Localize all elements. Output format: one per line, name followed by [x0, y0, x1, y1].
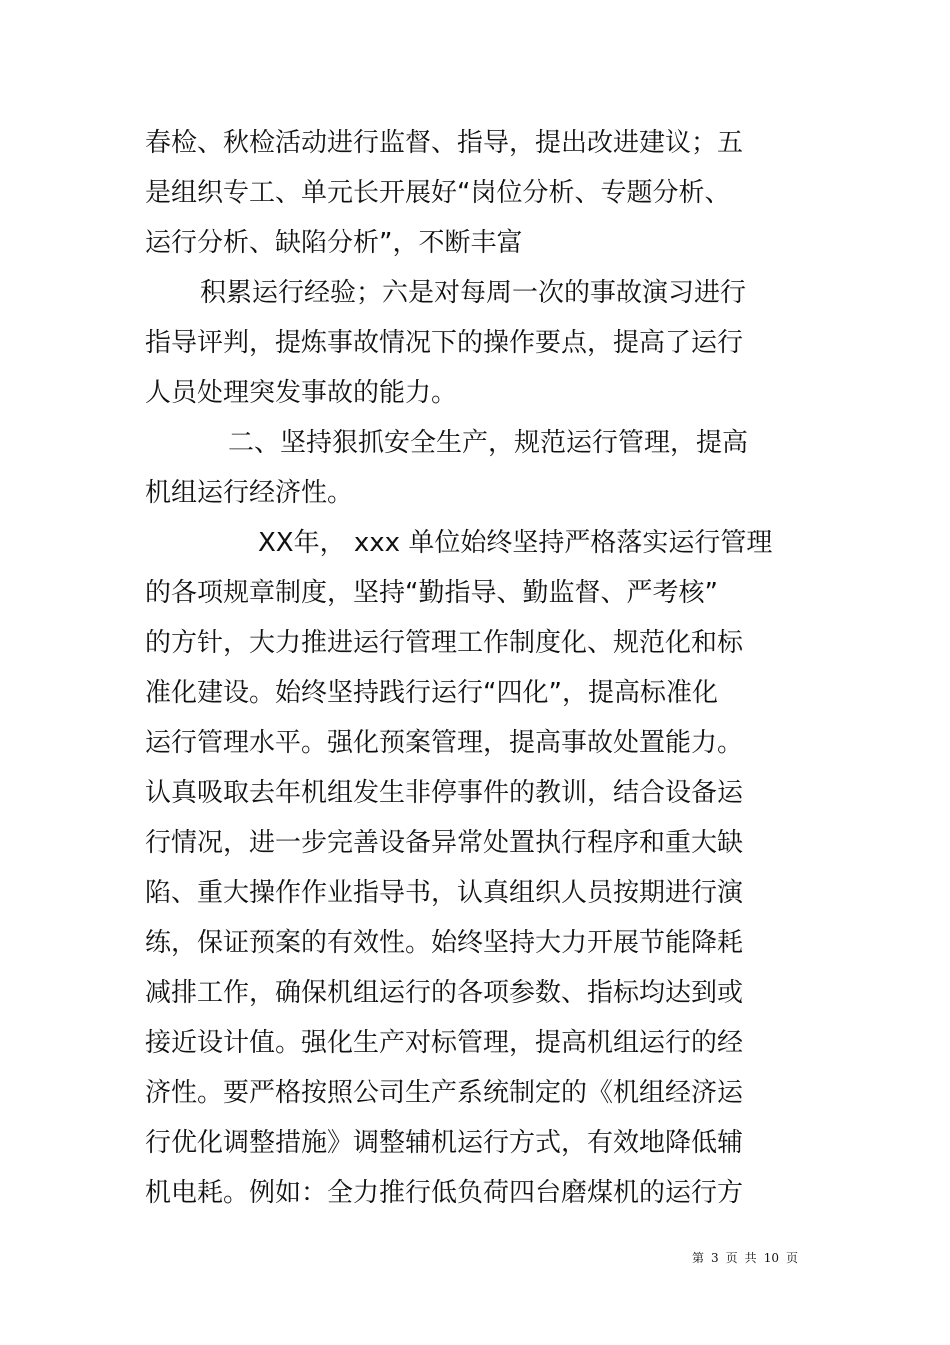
footer-prefix: 第	[692, 1251, 705, 1265]
footer-total-prefix: 共	[744, 1251, 757, 1265]
text-line: 准化建设。始终坚持践行运行“四化”，提高标准化	[145, 678, 718, 708]
section-heading-line: 机组运行经济性。	[145, 478, 354, 508]
footer-total-suffix: 页	[785, 1251, 798, 1265]
current-page-number: 3	[711, 1251, 719, 1265]
text-line: 人员处理突发事故的能力。	[145, 378, 458, 408]
text-line: 运行分析、缺陷分析”，不断丰富	[145, 228, 523, 258]
text-line: 指导评判，提炼事故情况下的操作要点，提高了运行	[145, 328, 744, 358]
text-line: 接近设计值。强化生产对标管理，提高机组运行的经	[145, 1028, 744, 1058]
text-line: 是组织专工、单元长开展好“岗位分析、专题分析、	[145, 178, 731, 208]
footer-page-word: 页	[725, 1251, 738, 1265]
text-line: 积累运行经验；六是对每周一次的事故演习进行	[200, 278, 747, 308]
text-line: 济性。要严格按照公司生产系统制定的《机组经济运	[145, 1078, 744, 1108]
text-line: 的方针，大力推进运行管理工作制度化、规范化和标	[145, 628, 744, 658]
total-page-number: 10	[763, 1251, 779, 1265]
text-line: 的各项规章制度，坚持“勤指导、勤监督、严考核”	[145, 578, 718, 608]
text-line: XX年， xxx 单位始终坚持严格落实运行管理	[258, 528, 773, 558]
text-line: 运行管理水平。强化预案管理，提高事故处置能力。	[145, 728, 744, 758]
text-line: 行情况，进一步完善设备异常处置执行程序和重大缺	[145, 828, 744, 858]
text-line: 陷、重大操作作业指导书，认真组织人员按期进行演	[145, 878, 744, 908]
text-line: 认真吸取去年机组发生非停事件的教训，结合设备运	[145, 778, 744, 808]
page-number-footer	[692, 1250, 798, 1266]
section-heading-line: 二、坚持狠抓安全生产，规范运行管理，提高	[228, 428, 749, 458]
text-line: 机电耗。例如：全力推行低负荷四台磨煤机的运行方	[145, 1178, 744, 1208]
text-line: 减排工作，确保机组运行的各项参数、指标均达到或	[145, 978, 744, 1008]
text-line: 练，保证预案的有效性。始终坚持大力开展节能降耗	[145, 928, 744, 958]
text-line: 行优化调整措施》调整辅机运行方式，有效地降低辅	[145, 1128, 744, 1158]
text-line: 春检、秋检活动进行监督、指导，提出改进建议；五	[145, 128, 744, 158]
